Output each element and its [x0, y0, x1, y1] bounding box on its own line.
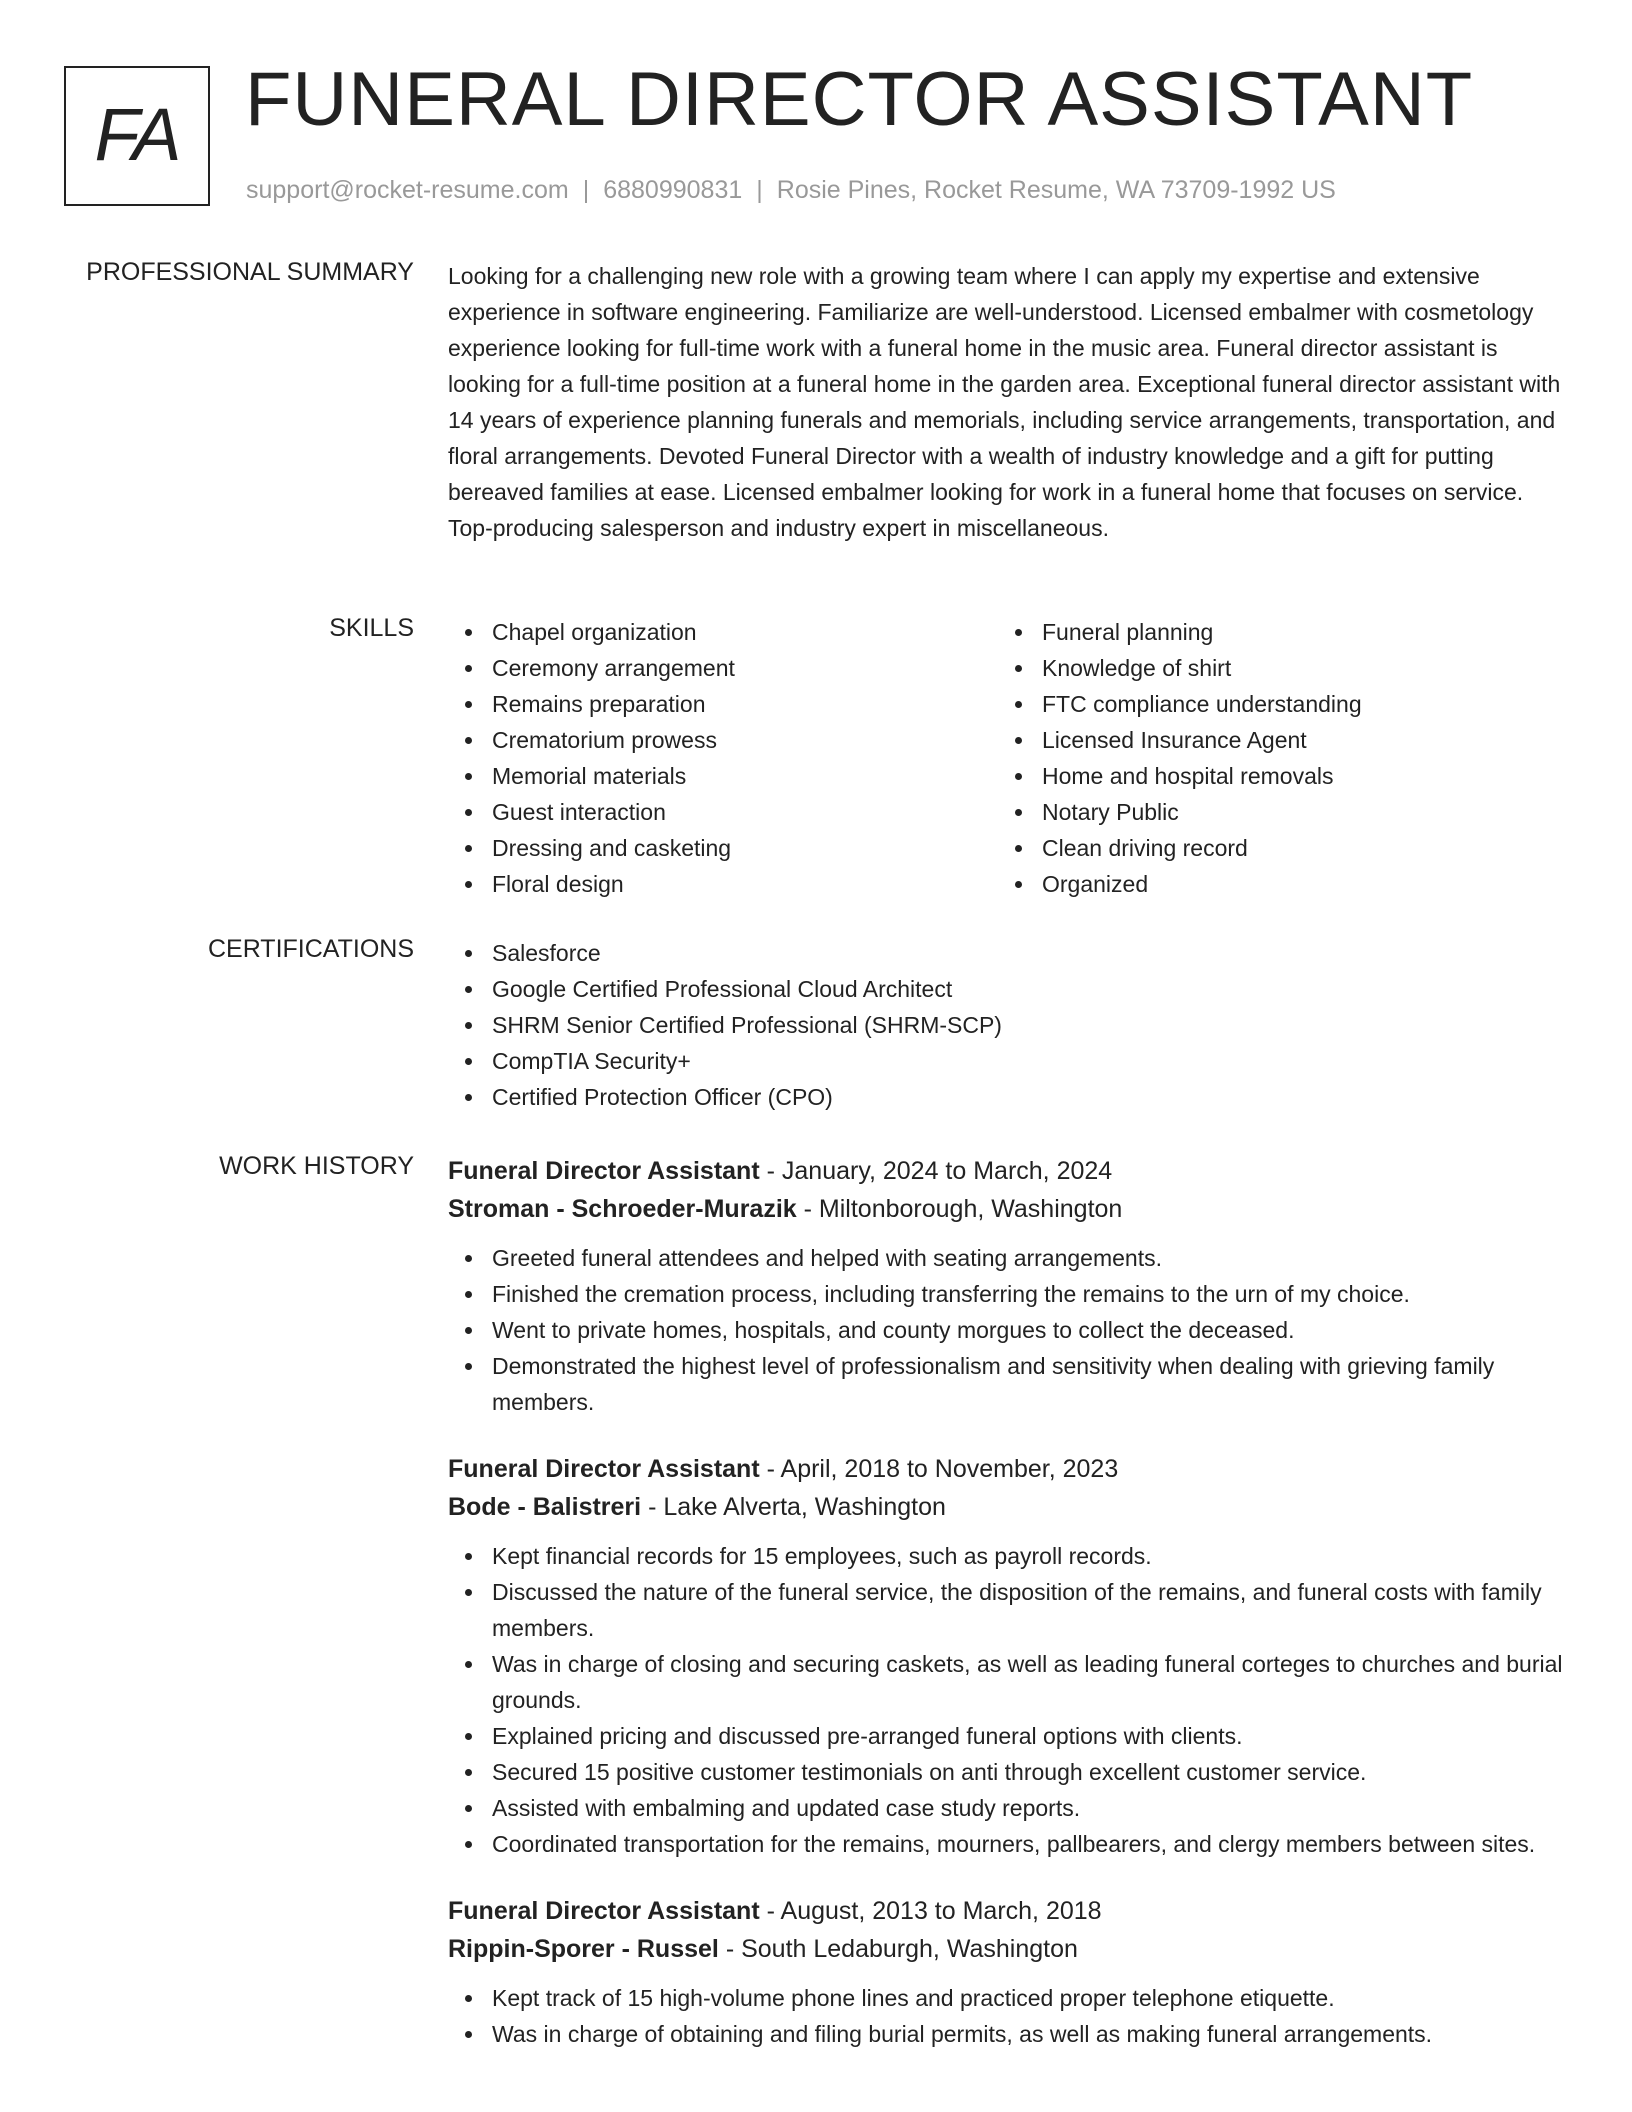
job-title: Funeral Director Assistant: [448, 1897, 760, 1925]
list-item: Licensed Insurance Agent: [998, 722, 1548, 758]
certifications-label: CERTIFICATIONS: [207, 935, 414, 963]
list-item: Clean driving record: [998, 830, 1548, 866]
job-entry: [448, 1892, 1563, 2052]
job-company: Rippin-Sporer - Russel: [448, 1935, 719, 1963]
job-location: - Miltonborough, Washington: [803, 1195, 1123, 1223]
job-entry: [448, 1450, 1563, 1862]
list-item: Notary Public: [998, 794, 1548, 830]
contact-separator: |: [582, 176, 590, 204]
list-item: Discussed the nature of the funeral service, the disposition of the remains, and funeral costs with family members.: [448, 1574, 1563, 1646]
list-item: Guest interaction: [448, 794, 998, 830]
job-company-line: [448, 1488, 1563, 1526]
list-item: Knowledge of shirt: [998, 650, 1548, 686]
list-item: Was in charge of obtaining and filing burial permits, as well as making funeral arrangements.: [448, 2016, 1563, 2052]
job-bullets: [448, 1240, 1563, 1420]
list-item: Secured 15 positive customer testimonials on anti through excellent customer service.: [448, 1754, 1563, 1790]
list-item: Finished the cremation process, including transferring the remains to the urn of my choice.: [448, 1276, 1563, 1312]
list-item: Dressing and casketing: [448, 830, 998, 866]
job-dates: - April, 2018 to November, 2023: [766, 1455, 1119, 1483]
skills-list-right: [998, 614, 1548, 902]
certifications-list: [448, 935, 1563, 1115]
job-entry: [448, 1152, 1563, 1420]
list-item: Crematorium prowess: [448, 722, 998, 758]
job-bullets: [448, 1980, 1563, 2052]
list-item: Ceremony arrangement: [448, 650, 998, 686]
list-item: Greeted funeral attendees and helped with seating arrangements.: [448, 1240, 1563, 1276]
list-item: Coordinated transportation for the remains, mourners, pallbearers, and clergy members between sites.: [448, 1826, 1563, 1862]
skills-list-left: [448, 614, 998, 902]
list-item: Demonstrated the highest level of professionalism and sensitivity when dealing with grieving family members.: [448, 1348, 1563, 1420]
skills-content: [448, 614, 1563, 902]
job-title-line: [448, 1450, 1563, 1488]
list-item: Chapel organization: [448, 614, 998, 650]
list-item: Home and hospital removals: [998, 758, 1548, 794]
job-title-line: [448, 1892, 1563, 1930]
job-company: Stroman - Schroeder-Murazik: [448, 1195, 797, 1223]
work-history-label: WORK HISTORY: [219, 1152, 414, 1180]
contact-separator: |: [756, 176, 763, 204]
contact-line: [246, 176, 1336, 205]
list-item: Went to private homes, hospitals, and county morgues to collect the deceased.: [448, 1312, 1563, 1348]
page-title: FUNERAL DIRECTOR ASSISTANT: [245, 57, 1474, 142]
job-dates: - January, 2024 to March, 2024: [766, 1157, 1113, 1185]
certifications-content: [448, 935, 1563, 1115]
list-item: Memorial materials: [448, 758, 998, 794]
work-history-content: [448, 1152, 1563, 2082]
list-item: Funeral planning: [998, 614, 1548, 650]
list-item: Was in charge of closing and securing caskets, as well as leading funeral corteges to churches and burial grounds.: [448, 1646, 1563, 1718]
job-title: Funeral Director Assistant: [448, 1157, 760, 1185]
contact-address: Rosie Pines, Rocket Resume, WA 73709-1992 US: [776, 176, 1336, 204]
list-item: Kept track of 15 high-volume phone lines and practiced proper telephone etiquette.: [448, 1980, 1563, 2016]
list-item: Floral design: [448, 866, 998, 902]
job-company: Bode - Balistreri: [448, 1493, 642, 1521]
contact-phone: 6880990831: [603, 176, 743, 204]
job-bullets: [448, 1538, 1563, 1862]
job-company-line: [448, 1930, 1563, 1968]
monogram-initials: FA: [94, 93, 180, 176]
summary-label: PROFESSIONAL SUMMARY: [86, 258, 414, 286]
job-title-line: [448, 1152, 1563, 1190]
list-item: Salesforce: [448, 935, 1563, 971]
summary-content: [448, 258, 1563, 546]
summary-text: Looking for a challenging new role with a growing team where I can apply my expertise and extensive experience in software engineering. Familiarize are well-understood. Licensed embalmer with cosmetology experience looking for full-time work with a funeral home in the music area. Funeral director assistant is looking for a full-time position at a funeral home in the garden area. Exceptional funeral director assistant with 14 years of experience planning funerals and memorials, including service arrangements, transportation, and floral arrangements. Devoted Funeral Director with a wealth of industry knowledge and a gift for putting bereaved families at ease. Licensed embalmer looking for work in a funeral home that focuses on service. Top-producing salesperson and industry expert in miscellaneous.: [448, 263, 1561, 541]
job-title: Funeral Director Assistant: [448, 1455, 760, 1483]
list-item: Organized: [998, 866, 1548, 902]
contact-email: support@rocket-resume.com: [246, 176, 569, 204]
list-item: SHRM Senior Certified Professional (SHRM-SCP): [448, 1007, 1563, 1043]
list-item: Certified Protection Officer (CPO): [448, 1079, 1563, 1115]
list-item: CompTIA Security+: [448, 1043, 1563, 1079]
job-location: - South Ledaburgh, Washington: [725, 1935, 1078, 1963]
list-item: Remains preparation: [448, 686, 998, 722]
list-item: Kept financial records for 15 employees, such as payroll records.: [448, 1538, 1563, 1574]
job-dates: - August, 2013 to March, 2018: [766, 1897, 1102, 1925]
job-location: - Lake Alverta, Washington: [648, 1493, 946, 1521]
monogram-box: [64, 66, 210, 206]
list-item: Google Certified Professional Cloud Architect: [448, 971, 1563, 1007]
list-item: FTC compliance understanding: [998, 686, 1548, 722]
list-item: Assisted with embalming and updated case study reports.: [448, 1790, 1563, 1826]
list-item: Explained pricing and discussed pre-arranged funeral options with clients.: [448, 1718, 1563, 1754]
job-company-line: [448, 1190, 1563, 1228]
skills-label: SKILLS: [329, 614, 414, 642]
